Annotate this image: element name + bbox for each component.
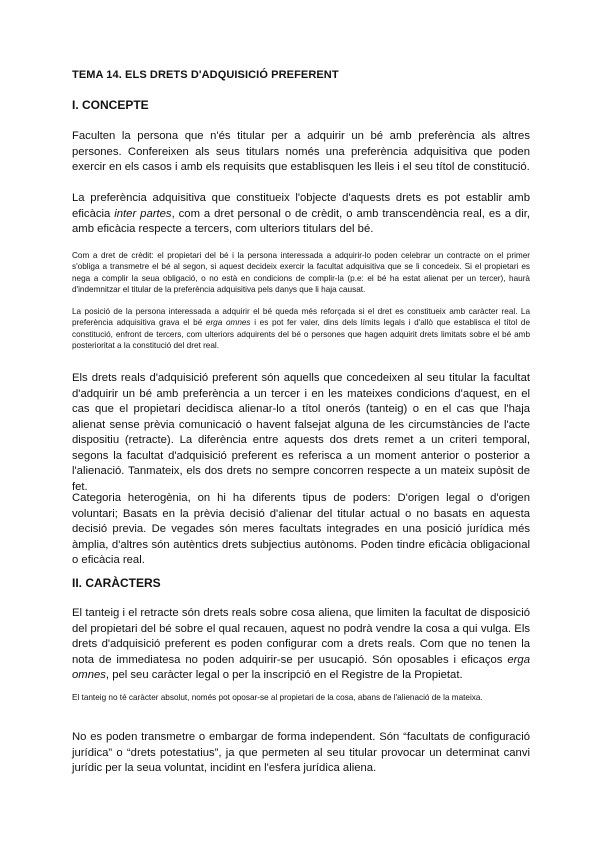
note-paragraph: Com a dret de crèdit: el propietari del bé i la persona interessada a adquirir-lo poden celebrar un contracte on el primer s'obliga a transmetre el bé al segon, si aquest decideix exercir la facultat adquisitiva que se li concedeix. Si el propietari es nega a complir la seua obligació, o no està en condicions de complir-la (p.e: el bé ha estat alienat per un tercer), haurà d'indemnitzar el titular de la preferència adquisitiva pels danys que li haja causat. bbox=[72, 251, 530, 294]
paragraph: La preferència adquisitiva que constitueix l'objecte d'aquests drets es pot establir amb eficàcia inter partes, com a dret personal o de crèdit, o amb transcendència real, es a dir, amb eficàcia respecte a tercers, com ulteriors titulars del bé. bbox=[72, 192, 530, 235]
paragraph: Categoria heterogènia, on hi ha diferents tipus de poders: D'origen legal o d'origen voluntari; Basats en la prèvia decisió d'alienar del titular actual o no basats en aquesta decisió previa. De vegades són meres facultats integrades en una posició jurídica més àmplia, d'altres són autèntics drets subjectius autònoms. Poden tindre eficàcia obligacional o eficàcia real. bbox=[72, 492, 530, 566]
paragraph: El tanteig i el retracte són drets reals sobre cosa aliena, que limiten la facultat de disposició del propietari del bé sobre el qual recauen, aquest no podrà vendre la cosa a qui vulga. Els drets d'adquisició preferent es poden configurar com a drets reals. Com que no tenen la nota de immediatesa no poden adquirir-se per usucapió. Són oposables i eficaços erga omnes, pel seu caràcter legal o per la inscripció en el Registre de la Propietat. bbox=[72, 607, 530, 681]
document-title: TEMA 14. ELS DRETS D'ADQUISICIÓ PREFERENT bbox=[72, 69, 339, 81]
paragraph: Faculten la persona que n'és titular per a adquirir un bé amb preferència als altres persones. Confereixen als seus titulars només una preferència adquisitiva que poden exercir en els casos i amb els requisits que establisquen les lleis i el seu títol de constitució. bbox=[72, 130, 530, 173]
section-heading-caracters: II. CARÀCTERS bbox=[72, 576, 161, 590]
note-paragraph: La posició de la persona interessada a adquirir el bé queda més reforçada si el dret es constitueix amb caràcter real. La preferència adquisitiva grava el bé erga omnes i es pot fer valer, dins dels límits legals i d'allò que establisca el títol de constitució, enfront de tercers, com ulteriors adquirents del bé o persones que hagen adquirit drets limitats sobre el bé amb posterioritat a la constitució del dret real. bbox=[72, 307, 530, 350]
paragraph: No es poden transmetre o embargar de forma independent. Són “facultats de configuració jurídica” o “drets potestatius”, ja que permeten al seu titular provocar un determinat canvi jurídic per la seua voluntat, incidint en l'esfera jurídica aliena. bbox=[72, 731, 530, 774]
note-paragraph: El tanteig no té caràcter absolut, només pot oposar-se al propietari de la cosa, abans de l'alienació de la mateixa. bbox=[72, 693, 483, 702]
paragraph: Els drets reals d'adquisició preferent són aquells que concedeixen al seu titular la facultat d'adquirir un bé amb preferència a un tercer i en les mateixes condicions d'aquest, en el cas que el propietari decidisca alienar-lo a títol onerós (tanteig) o en el cas que l'haja alienat sense prèvia comunicació o havent falsejat alguna de les circumstàncies de l'acte dispositiu (retracte). La diferència entre aquests dos drets remet a un criteri temporal, segons la facultat d'adquisició preferent es referisca a un moment anterior o posterior a l'alienació. Tanmateix, els dos drets no sempre concorren respecte a un mateix supòsit de fet. bbox=[72, 372, 530, 493]
section-heading-concepte: I. CONCEPTE bbox=[72, 98, 149, 112]
